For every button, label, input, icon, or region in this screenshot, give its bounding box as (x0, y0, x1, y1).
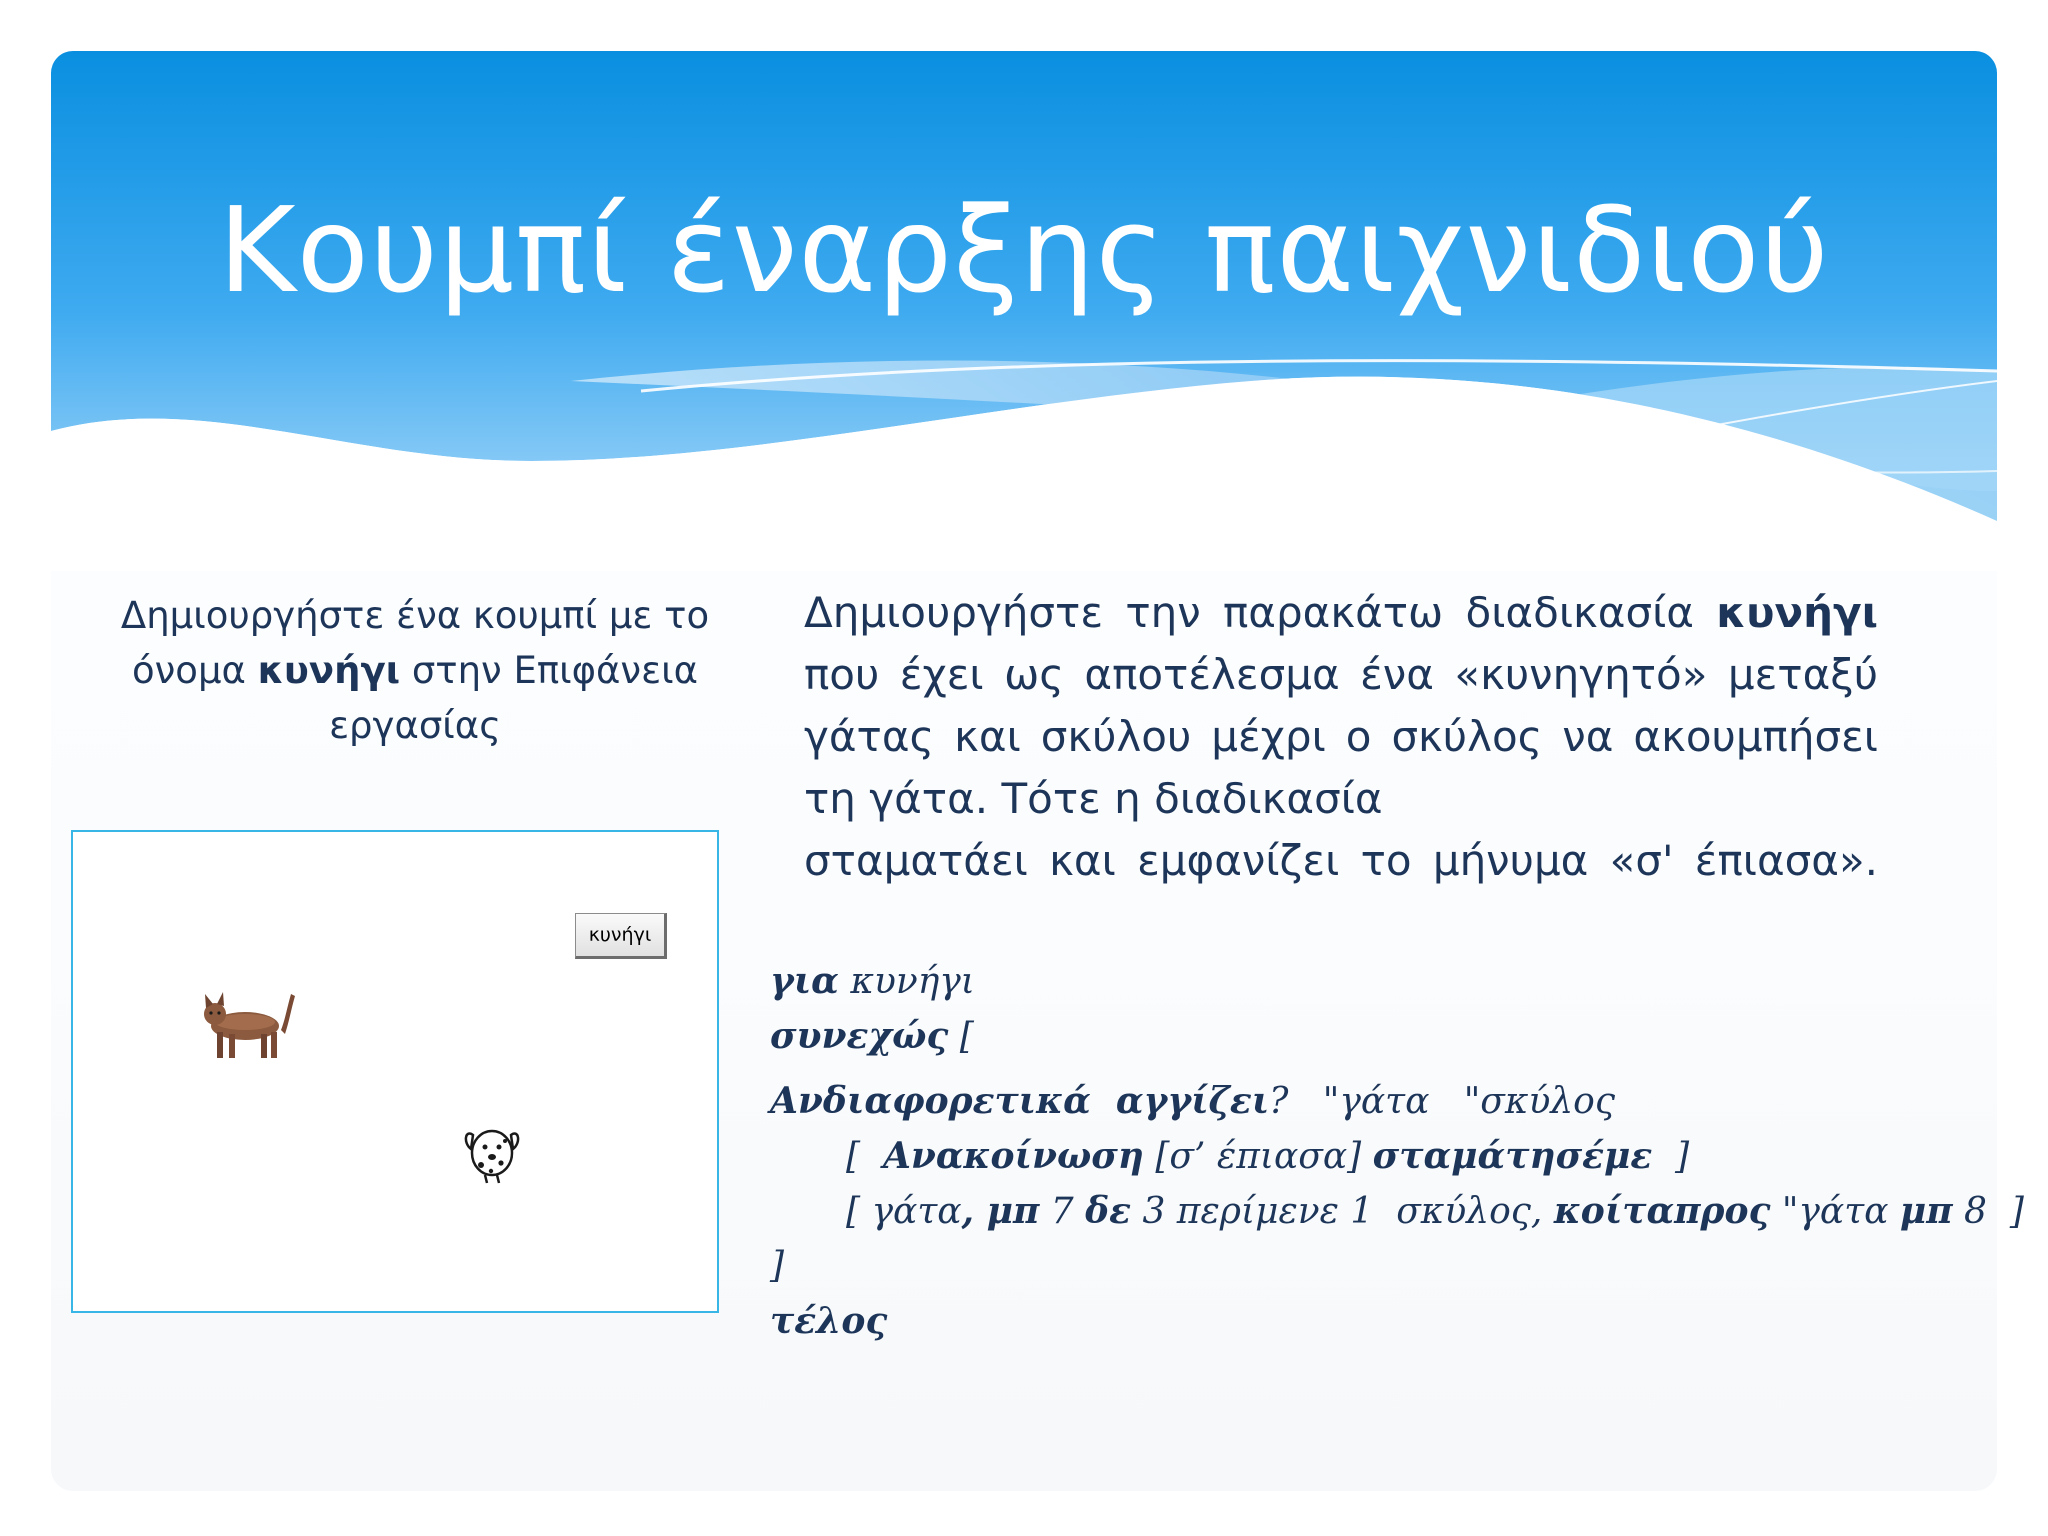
code-text: [σ’ έπιασα] (1143, 1136, 1373, 1177)
caption-text-1: Δημιουργήστε ένα κουμπί με το όνομα (120, 594, 710, 692)
code-keyword: μπ (1899, 1190, 1953, 1232)
code-text: [ (948, 1016, 974, 1057)
left-caption (115, 588, 715, 753)
code-keyword: σταμάτησέμε (1372, 1135, 1653, 1177)
code-text: ] (1652, 1136, 1690, 1177)
caption-text-2: στην Επιφάνεια εργασίας (329, 649, 698, 747)
code-text: "γάτα (1770, 1191, 1900, 1232)
code-keyword: Ανδιαφορετικά αγγίζει (770, 1080, 1270, 1122)
code-keyword: για (770, 960, 839, 1002)
code-text: 8 ] (1952, 1191, 2024, 1232)
code-line-4 (846, 1135, 1689, 1177)
code-line-5 (846, 1190, 2024, 1232)
code-text: [ γάτα (846, 1191, 962, 1232)
code-keyword: Ανακοίνωση (882, 1135, 1144, 1177)
dog-sprite-icon (461, 1119, 523, 1185)
code-text: κυνήγι (838, 961, 975, 1002)
code-keyword: κοίταπρος (1553, 1190, 1771, 1232)
instructions-paragraph (804, 582, 1878, 892)
code-text: 7 (1039, 1191, 1086, 1232)
code-text: [ (846, 1136, 883, 1177)
paragraph-last-line: σταματάει και εμφανίζει το μήνυμα «σ' έπιασα». (804, 836, 1878, 885)
slide-title: Κουμπί έναρξης παιχνιδιού (218, 181, 1830, 319)
code-line-7 (770, 1300, 887, 1342)
caption-bold: κυνήγι (257, 649, 401, 692)
code-keyword: τέλος (770, 1300, 888, 1342)
paragraph-bold: κυνήγι (1716, 588, 1878, 637)
code-keyword: , μπ (961, 1190, 1040, 1232)
code-keyword: δε (1085, 1190, 1132, 1232)
code-line-3 (770, 1080, 1615, 1122)
chase-button[interactable]: κυνήγι (575, 913, 667, 959)
code-line-1 (770, 960, 975, 1002)
code-keyword: συνεχώς (770, 1015, 949, 1057)
code-text: ? "γάτα "σκύλος (1269, 1081, 1615, 1122)
cat-sprite-icon (201, 982, 297, 1064)
paragraph-text-1: Δημιουργήστε την παρακάτω διαδικασία (804, 588, 1694, 637)
paragraph-text-2: που έχει ως αποτέλεσμα ένα «κυνηγητό» μεταξύ γάτας και σκύλου μέχρι ο σκύλος να ακουμπήσει τη γάτα. Τότε η διαδικασία (804, 650, 1878, 823)
code-line-6: ] (770, 1245, 785, 1286)
code-text: 3 περίμενε 1 σκύλος, (1131, 1191, 1554, 1232)
game-screen-frame (71, 830, 719, 1313)
code-line-2 (770, 1015, 974, 1057)
